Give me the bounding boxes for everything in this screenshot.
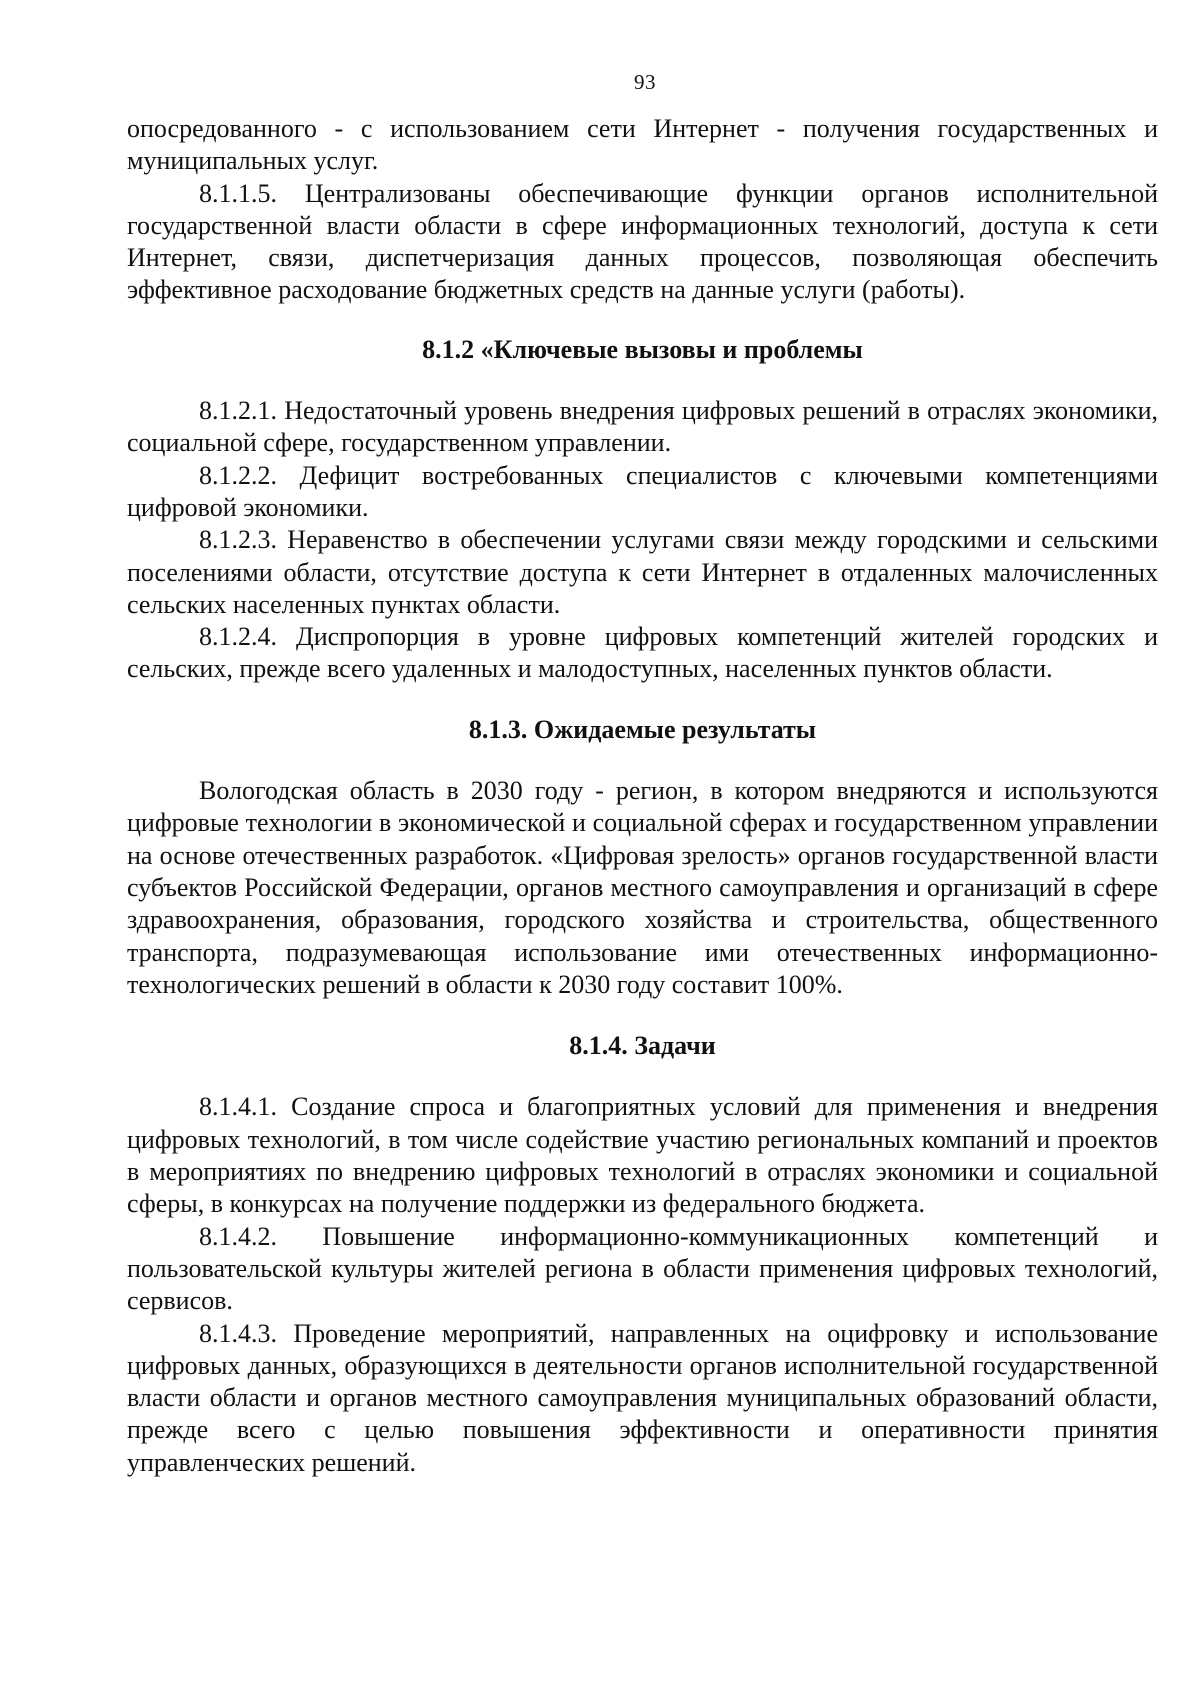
paragraph-8-1-1-5: 8.1.1.5. Централизованы обеспечивающие функции органов исполнительной государственной власти области в сфере информационных технологий, доступа к сети Интернет, связи, диспетчеризация данных процессов, позволяющая обеспечить эффективное расходование бюджетных средств на данные услуги (работы). bbox=[127, 178, 1158, 305]
paragraph-8-1-2-2: 8.1.2.2. Дефицит востребованных специалистов с ключевыми компетенциями цифровой экономики. bbox=[127, 460, 1158, 522]
heading-tasks: 8.1.4. Задачи bbox=[569, 1031, 716, 1061]
paragraph-8-1-4-1: 8.1.4.1. Создание спроса и благоприятных условий для применения и внедрения цифровых технологий, в том числе содействие участию региональных компаний и проектов в мероприятиях по внедрению цифровых технологий в отраслях экономики и социальной сферы, в конкурсах на получение поддержки из федерального бюджета. bbox=[127, 1092, 1158, 1219]
paragraph-continued: опосредованного - с использованием сети Интернет - получения государственных и муниципальных услуг. bbox=[127, 114, 1158, 176]
document-body bbox=[127, 113, 1158, 1479]
paragraph-8-1-2-1: 8.1.2.1. Недостаточный уровень внедрения цифровых решений в отраслях экономики, социальной сфере, государственном управлении. bbox=[127, 396, 1158, 458]
paragraph-8-1-2-4: 8.1.2.4. Диспропорция в уровне цифровых компетенций жителей городских и сельских, прежде всего удаленных и малодоступных, населенных пунктов области. bbox=[127, 622, 1158, 684]
paragraph-8-1-2-3: 8.1.2.3. Неравенство в обеспечении услугами связи между городскими и сельскими поселениями области, отсутствие доступа к сети Интернет в отдаленных малочисленных сельских населенных пунктах области. bbox=[127, 525, 1158, 619]
heading-key-challenges: 8.1.2 «Ключевые вызовы и проблемы bbox=[422, 334, 863, 364]
page-number: 93 bbox=[634, 70, 656, 94]
heading-expected-results: 8.1.3. Ожидаемые результаты bbox=[468, 714, 817, 744]
paragraph-8-1-4-2: 8.1.4.2. Повышение информационно-коммуникационных компетенций и пользовательской культуры жителей региона в области применения цифровых технологий, сервисов. bbox=[127, 1221, 1158, 1316]
paragraph-8-1-4-3: 8.1.4.3. Проведение мероприятий, направленных на оцифровку и использование цифровых данных, образующихся в деятельности органов исполнительной государственной власти области и органов местного самоуправления муниципальных образований области, прежде всего с целью повышения эффективности и оперативности принятия управленческих решений. bbox=[127, 1318, 1158, 1477]
paragraph-expected-results: Вологодская область в 2030 году - регион, в котором внедряются и используются цифровые технологии в экономической и социальной сферах и государственном управлении на основе отечественных разработок. «Цифровая зрелость» органов государственной власти субъектов Российской Федерации, органов местного самоуправления и организаций в сфере здравоохранения, образования, городского хозяйства и строительства, общественного транспорта, подразумевающая использование ими отечественных информационно-технологических решений в области к 2030 году составит 100%. bbox=[127, 776, 1158, 999]
